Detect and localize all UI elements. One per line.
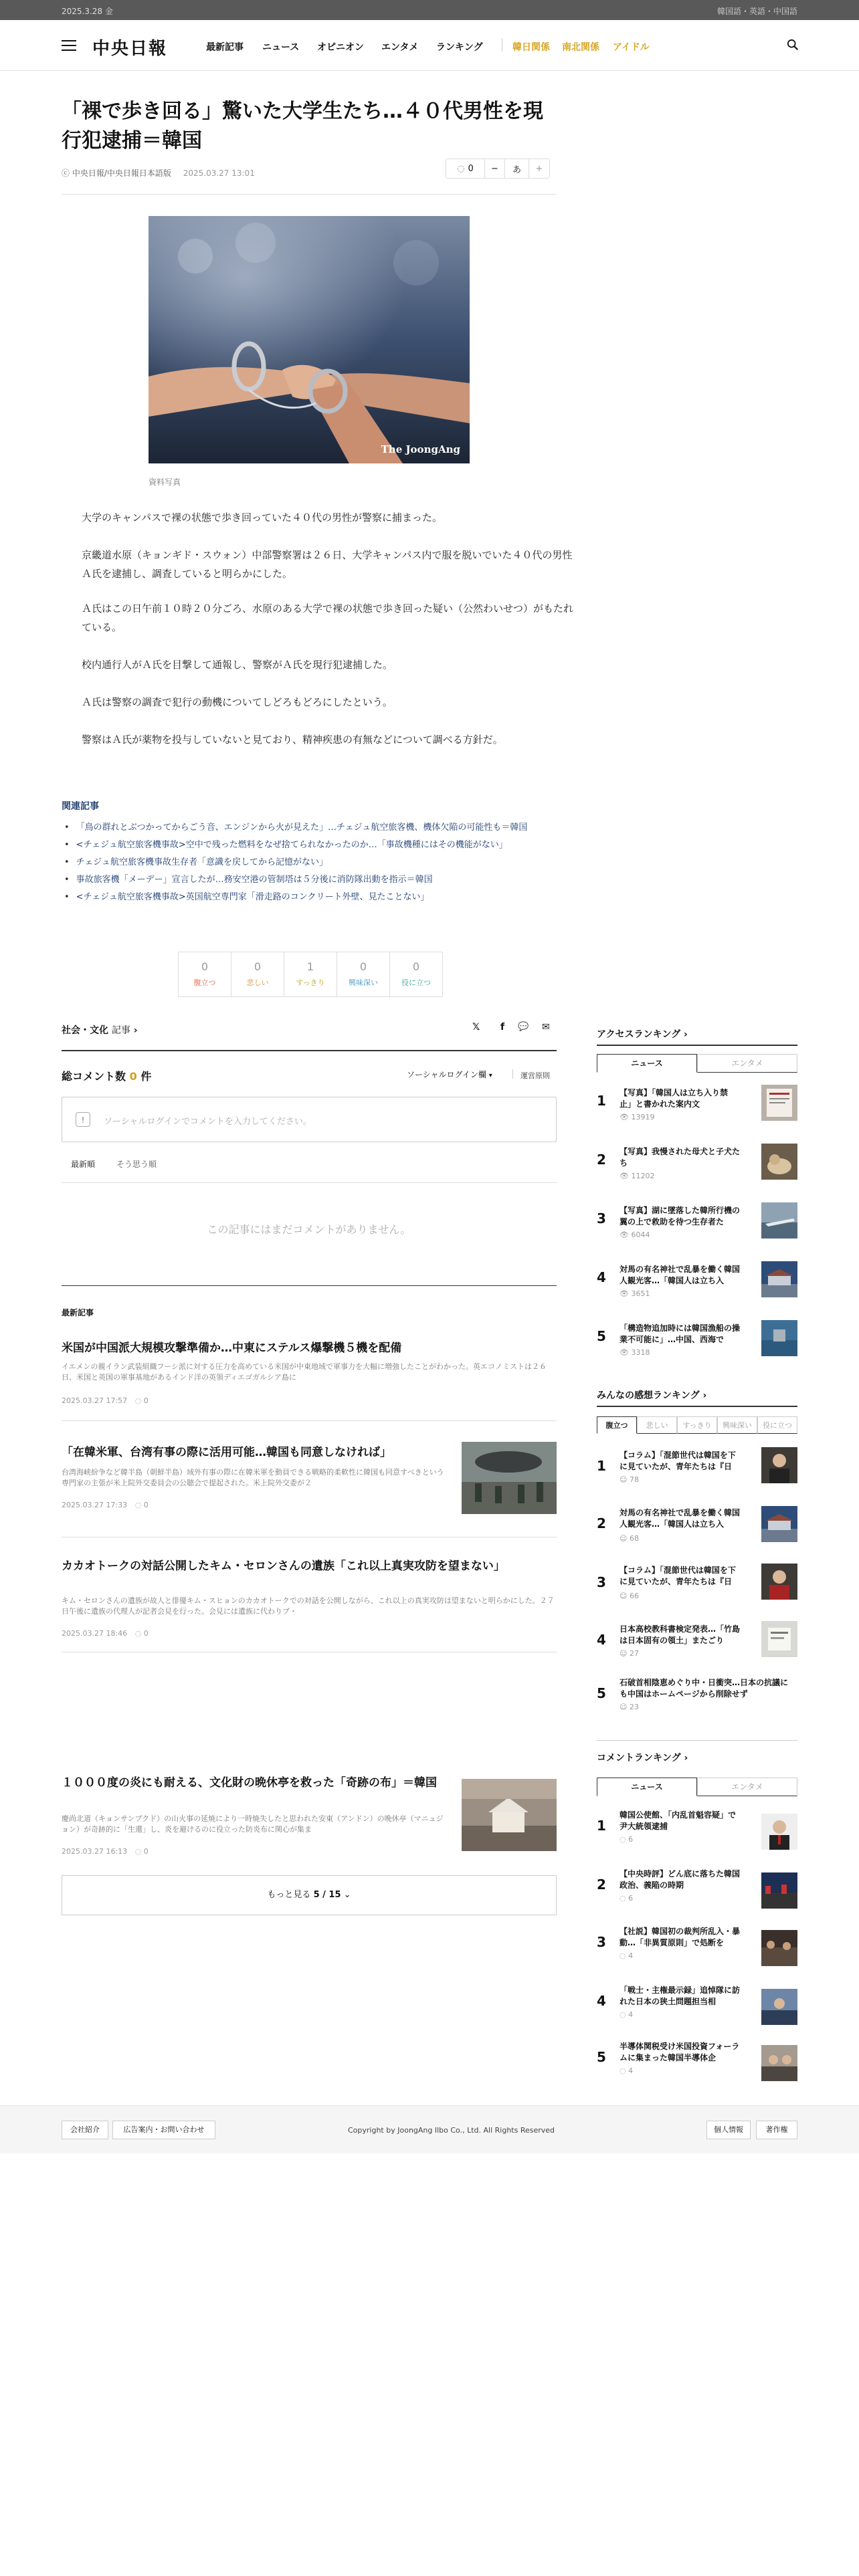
rank-thumbnail[interactable] — [761, 1447, 797, 1483]
rank-thumbnail[interactable] — [761, 1564, 797, 1600]
copyright-icon: ⓒ — [62, 169, 70, 178]
rank-number: 1 — [597, 1093, 606, 1109]
section-divider — [62, 1050, 557, 1051]
rank-number: 3 — [597, 1934, 606, 1950]
related-article-link[interactable]: • <チェジュ航空旅客機事故>空中で残った燃料をなぜ捨てられなかったのか…「事故機種にはその機能がない」 — [64, 837, 508, 850]
reaction-count: 0 — [359, 960, 367, 973]
rank-article-title[interactable]: 石破首相陰恵めぐり中・日衝突…日本の抗議にも中国はホームページから削除せず — [619, 1678, 789, 1699]
access-ranking-tabs — [597, 1054, 797, 1073]
shrine-thumbnail-image — [761, 1261, 797, 1297]
nav-item-korea-japan[interactable]: 韓日関係 — [512, 42, 550, 53]
latest-article-thumbnail[interactable] — [462, 1442, 557, 1514]
latest-articles-heading: 最新記事 — [62, 1308, 94, 1317]
search-icon[interactable] — [787, 39, 799, 51]
article-paragraph: 京畿道水原（キョンギド・スウォン）中部警察署は２６日、大学キャンパス内で服を脱いでいた４０代の男性Ａ氏を逮捕し、調査していると明らかにした。 — [82, 549, 573, 580]
photo-caption: 資料写真 — [149, 477, 181, 487]
comment-count-button[interactable] — [446, 159, 485, 178]
ranking-divider — [597, 1045, 797, 1046]
tab-entertainment[interactable]: エンタメ — [697, 1054, 797, 1073]
reaction-useful-button[interactable] — [390, 952, 442, 996]
view-count: 6044 — [631, 1230, 650, 1239]
facebook-share-icon[interactable]: f — [500, 1022, 505, 1033]
rank-thumbnail[interactable] — [761, 1085, 797, 1121]
rank-number: 1 — [597, 1458, 606, 1474]
reaction-count: 0 — [201, 960, 209, 973]
eye-icon: 👁 — [619, 1289, 629, 1298]
hamburger-menu-icon[interactable] — [62, 40, 76, 51]
rank-article-title[interactable]: 【コラム】「混節世代は韓国を下に見ていたが、青年たちは『日 — [619, 1566, 736, 1586]
rank-views — [619, 2010, 633, 2019]
reaction-icon: ☺ — [619, 1592, 628, 1600]
comment-total-unit: 件 — [140, 1070, 152, 1083]
rank-views — [619, 1592, 639, 1600]
rank-number: 2 — [597, 1876, 606, 1893]
reaction-sad-button[interactable] — [231, 952, 284, 996]
comment-total-count: 0 — [129, 1070, 137, 1083]
view-count: 3651 — [631, 1289, 650, 1298]
rank-thumbnail[interactable] — [761, 1144, 797, 1180]
latest-article-title[interactable]: カカオトークの対話公開したキム・セロンさんの遺族「これ以上真実攻防を望まない」 — [62, 1560, 505, 1573]
handcuffs-photo-illustration — [149, 216, 470, 463]
tab-news[interactable]: ニュース — [597, 1054, 697, 1073]
social-login-toggle[interactable] — [407, 1069, 492, 1080]
rank-article-title[interactable]: 韓国公使館、「内乱首魁容疑」で尹大統領逮捕 — [619, 1810, 737, 1831]
article-date: 2025.03.27 17:57 — [62, 1396, 128, 1405]
plane-thumbnail-image — [761, 1202, 797, 1239]
rank-thumbnail[interactable] — [761, 1930, 797, 1966]
sea-structure-thumbnail-image — [761, 1320, 797, 1356]
line-share-icon[interactable]: 💬 — [518, 1022, 529, 1032]
article-paragraph: 大学のキャンパスで裸の状態で歩き回っていた４０代の男性が警察に捕まった。 — [82, 512, 442, 524]
comment-ranking-heading[interactable] — [597, 1751, 688, 1764]
comment-icon: ◌ — [134, 1629, 142, 1638]
reaction-count: 23 — [629, 1703, 639, 1711]
reaction-count: 0 — [254, 960, 262, 973]
nav-item-entertainment[interactable]: エンタメ — [381, 42, 419, 53]
rank-thumbnail[interactable] — [761, 2045, 797, 2081]
top-utility-bar — [0, 0, 859, 20]
rank-views — [619, 1835, 633, 1844]
view-count: 3318 — [631, 1348, 650, 1357]
rank-thumbnail[interactable] — [761, 1621, 797, 1657]
copyright-text: Copyright by JoongAng Ilbo Co., Ltd. All Rights Reserved — [348, 2126, 555, 2135]
comment-count: 0 — [143, 1629, 149, 1638]
sort-newest-tab[interactable]: 最新順 — [71, 1160, 96, 1169]
footer-copyright-link[interactable]: 著作権 — [756, 2121, 797, 2139]
access-ranking-heading[interactable] — [597, 1027, 688, 1041]
rank-views — [619, 2066, 633, 2075]
rank-article-title[interactable]: 日本高校教科書検定発表…「竹島は日本固有の領土」またごり — [619, 1624, 740, 1645]
nav-item-news[interactable]: ニュース — [262, 42, 300, 53]
rank-number: 5 — [597, 2049, 606, 2065]
latest-article-thumbnail[interactable] — [462, 1779, 557, 1851]
latest-article-summary: 台湾海峡紛争など韓半島（朝鮮半島）域外有事の際に在韓米軍を動員できる戦略的柔軟性に韓国も同意すべきという専門家の主張が米上院外交委員会の公聴会で提起された。米上院外交委が２ — [62, 1468, 444, 1487]
comment-input[interactable] — [62, 1097, 557, 1142]
minus-icon: − — [491, 163, 498, 174]
comment-count: 6 — [628, 1894, 634, 1903]
reaction-icon: ☺ — [619, 1703, 628, 1711]
related-article-link[interactable]: • 事故旅客機「メーデー」宣言したが…務安空港の管制塔は５分後に消防隊出動を指示＝韓国 — [64, 872, 433, 885]
rank-article-title[interactable]: 【中央時評】どん底に落ちた韓国政治、義陥の時期 — [619, 1869, 740, 1890]
font-increase-button[interactable] — [529, 159, 549, 178]
reaction-count: 0 — [412, 960, 420, 973]
dogs-thumbnail-image — [761, 1144, 797, 1180]
rank-thumbnail[interactable] — [761, 1872, 797, 1909]
comment-count: 4 — [628, 2010, 634, 2019]
rank-views — [619, 1534, 639, 1543]
load-more-label: もっと見る — [267, 1890, 311, 1900]
tab-interesting[interactable]: 興味深い — [717, 1416, 757, 1434]
latest-article-summary: イエメンの親イラン武装組織フーシ派に対する圧力を高めている米国が中東地域で軍事力を大幅に増強したことがわかった。英エコノミストは２６日、米国と英国の軍事基地があるインド洋の英領ディエゴガルシア島に — [62, 1362, 547, 1382]
rank-article-title[interactable]: 半導体関税受け米国投資フォーラムに集まった韓国半導体企 — [619, 2042, 740, 2062]
rank-number: 4 — [597, 1993, 606, 2009]
rank-number: 4 — [597, 1269, 606, 1285]
related-article-link[interactable]: • チェジュ航空旅客機事故生存者「意識を戻してから記憶がない」 — [64, 855, 328, 867]
latest-article-meta — [62, 1396, 149, 1405]
row-divider — [62, 1420, 557, 1421]
notice-thumbnail-image — [761, 1085, 797, 1121]
rank-article-title[interactable]: 対馬の有名神社で乱暴を働く韓国人観光客…「韓国人は立ち入 — [619, 1265, 740, 1285]
rank-thumbnail[interactable] — [761, 1261, 797, 1297]
person-thumbnail-image — [761, 1447, 797, 1483]
nav-item-idol[interactable]: アイドル — [613, 42, 650, 53]
chevron-right-icon: › — [684, 1753, 688, 1763]
rank-views — [619, 1649, 639, 1658]
rank-article-title[interactable]: 【写真】湖に墜落した韓所行機の翼の上で救助を待つ生存者た — [619, 1206, 740, 1226]
article-source: 中央日報/中央日報日本語版 — [72, 169, 171, 178]
tab-sad[interactable]: 悲しい — [637, 1416, 677, 1434]
tab-angry[interactable]: 腹立つ — [597, 1416, 637, 1434]
rank-article-title[interactable]: 【写真】我慢された母犬と子犬たち — [619, 1147, 740, 1168]
eye-icon: 👁 — [619, 1230, 629, 1239]
rank-views — [619, 1475, 639, 1484]
comment-icon: ◌ — [619, 1835, 626, 1844]
reaction-count: 78 — [629, 1475, 639, 1484]
reaction-count: 68 — [629, 1534, 639, 1543]
no-comments-message: この記事にはまだコメントがありません。 — [207, 1223, 411, 1236]
textbook-thumbnail-image — [761, 1621, 797, 1657]
rank-number: 3 — [597, 1574, 606, 1590]
comment-icon: ◌ — [619, 2010, 626, 2019]
section-link[interactable] — [62, 1023, 138, 1037]
article-date: 2025.03.27 13:01 — [183, 169, 255, 178]
x-share-icon[interactable]: 𝕏 — [472, 1022, 480, 1033]
email-share-icon[interactable]: ✉ — [542, 1022, 550, 1033]
comment-icon: ◌ — [134, 1501, 142, 1509]
rank-number: 1 — [597, 1818, 606, 1834]
comment-icon: ◌ — [134, 1396, 142, 1405]
load-more-button[interactable] — [62, 1875, 557, 1915]
rank-article-title[interactable]: 【コラム】「混節世代は韓国を下に見ていたが、青年たちは『日 — [619, 1451, 736, 1471]
comment-icon: ◌ — [619, 1894, 626, 1903]
comment-icon: ◌ — [457, 163, 465, 174]
emotion-ranking-title: みんなの感想ランキング — [597, 1390, 700, 1401]
article-paragraph: 校内通行人がＡ氏を目撃して通報し、警察がＡ氏を現行犯逮捕した。 — [82, 659, 393, 671]
rank-views — [619, 1703, 639, 1711]
latest-article-title[interactable]: 「在韓米軍、台湾有事の際に活用可能…韓国も同意しなければ」 — [62, 1446, 391, 1459]
reaction-label: すっきり — [296, 978, 325, 987]
chevron-down-icon: ⌄ — [343, 1890, 351, 1900]
section-category: 社会・文化 — [62, 1025, 108, 1036]
plus-icon: + — [535, 163, 543, 174]
latest-article-meta — [62, 1847, 149, 1856]
rank-number: 5 — [597, 1328, 606, 1344]
rank-number: 5 — [597, 1685, 606, 1701]
article-tools — [446, 158, 550, 179]
sort-agree-tab[interactable]: そう思う順 — [116, 1160, 157, 1169]
pavilion-thumbnail-image — [462, 1779, 557, 1851]
latest-article-title[interactable]: 米国が中国派大規模攻撃準備か…中東にステルス爆撃機５機を配備 — [62, 1341, 402, 1355]
soldiers-thumbnail-image — [462, 1442, 557, 1514]
comment-total — [62, 1068, 151, 1083]
rank-article-title[interactable]: 【写真】「韓国人は立ち入り禁止」と書かれた案内文 — [619, 1088, 729, 1109]
article-byline — [62, 167, 255, 179]
person-thumbnail-image — [761, 1564, 797, 1600]
rank-thumbnail[interactable] — [761, 1814, 797, 1850]
reaction-refreshing-button[interactable] — [284, 952, 337, 996]
riot-thumbnail-image — [761, 1930, 797, 1966]
related-article-link[interactable]: • <チェジュ航空旅客機事故>英国航空専門家「滑走路のコンクリート外壁、見たことない」 — [64, 889, 430, 902]
reaction-icon: ☺ — [619, 1649, 628, 1658]
font-size-label: あ — [505, 159, 529, 178]
rank-article-title[interactable]: 対馬の有名神社で乱暴を働く韓国人観光客…「韓国人は立ち入 — [619, 1508, 740, 1529]
access-ranking-title: アクセスランキング — [597, 1029, 681, 1040]
latest-article-meta — [62, 1501, 149, 1509]
emotion-ranking-tabs — [597, 1416, 797, 1434]
site-logo[interactable]: 中央日報 — [92, 39, 168, 59]
divider — [512, 1069, 513, 1079]
rank-thumbnail[interactable] — [761, 1320, 797, 1356]
comment-ranking-tabs — [597, 1778, 797, 1796]
rank-article-title[interactable]: 【社説】韓国初の裁判所乱入・暴動…「非異質原則」で処断を — [619, 1927, 740, 1947]
footer-ad-contact-link[interactable]: 広告案内・お問い合わせ — [112, 2121, 215, 2139]
font-decrease-button[interactable] — [485, 159, 505, 178]
latest-article-title[interactable]: １０００度の炎にも耐える、文化財の晩休亭を救った「奇跡の布」＝韓国 — [62, 1776, 437, 1790]
rank-views — [619, 1951, 633, 1960]
ranking-divider — [597, 1406, 797, 1407]
reaction-icon: ☺ — [619, 1475, 628, 1484]
language-links[interactable]: 韓国語・英語・中国語 — [717, 7, 797, 16]
load-more-page: 5 / 15 — [313, 1890, 341, 1900]
reaction-interesting-button[interactable] — [337, 952, 390, 996]
article-paragraph: Ａ氏はこの日午前１０時２０分ごろ、水原のある大学で裸の状態で歩き回った疑い（公然わいせつ）がもたれている。 — [82, 603, 574, 633]
related-article-link[interactable]: • 「鳥の群れとぶつかってからごう音、エンジンから火が見えた」…チェジュ航空旅客機、機体欠陥の可能性も＝韓国 — [64, 820, 527, 833]
header-divider — [62, 194, 557, 195]
view-count: 11202 — [631, 1172, 655, 1180]
reaction-icon: ☺ — [619, 1534, 628, 1543]
related-articles-heading: 関連記事 — [62, 801, 99, 812]
article-paragraph: 警察はＡ氏が薬物を投与していないと見ており、精神疾患の有無などについて調べる方針だ。 — [82, 734, 503, 746]
rank-article-title[interactable]: 「戦士・主権最示録」追悼隊に訪れた日本の狭土問題担当相 — [619, 1985, 740, 2006]
comment-count: 0 — [143, 1501, 149, 1509]
comment-count: 0 — [143, 1847, 149, 1856]
article-title: 「裸で歩き回る」驚いた大学生たち…４０代男性を現行犯逮捕＝韓国 — [62, 100, 543, 152]
article-photo — [149, 216, 470, 463]
rank-number: 4 — [597, 1632, 606, 1648]
footer-company-link[interactable]: 会社紹介 — [62, 2121, 108, 2139]
latest-article-summary: 慶尚北道（キョンサンブクド）の山火事の延焼により一時焼失したと思われた安東（アンドン）の晩休亭（マニュジョン）が奇跡的に「生還」し、炎を避けるのに役立った防炎布に関心が集ま — [62, 1814, 444, 1834]
comment-total-label: 総コメント数 — [62, 1070, 126, 1083]
article-paragraph: Ａ氏は警察の調査で犯行の動機についてしどろもどろにしたという。 — [82, 696, 393, 708]
comment-policy-link[interactable]: 運営原則 — [520, 1071, 550, 1080]
photo-watermark: The JoongAng — [381, 443, 460, 455]
comment-count: 6 — [628, 1835, 634, 1844]
comment-count: 4 — [628, 1951, 634, 1960]
chevron-down-icon: ▾ — [488, 1072, 492, 1079]
comment-ranking-title: コメントランキング — [597, 1753, 681, 1763]
rank-thumbnail[interactable] — [761, 1202, 797, 1239]
latest-article-meta — [62, 1629, 149, 1638]
reaction-count: 27 — [629, 1649, 639, 1658]
ceremony-thumbnail-image — [761, 1989, 797, 2025]
article-date: 2025.03.27 18:46 — [62, 1629, 128, 1638]
emotion-ranking-heading[interactable] — [597, 1388, 706, 1402]
tab-refreshing[interactable]: すっきり — [677, 1416, 717, 1434]
tab-useful[interactable]: 役に立つ — [757, 1416, 797, 1434]
section-suffix: 記事 — [111, 1025, 130, 1036]
rank-thumbnail[interactable] — [761, 1989, 797, 2025]
rank-views — [619, 1172, 654, 1180]
chevron-right-icon: › — [133, 1025, 138, 1036]
reaction-count: 1 — [306, 960, 314, 973]
comment-divider — [62, 1182, 557, 1183]
shrine-thumbnail-image — [761, 1506, 797, 1542]
rank-views — [619, 1113, 654, 1121]
comment-count: 0 — [468, 163, 474, 174]
tab-news[interactable]: ニュース — [597, 1778, 697, 1796]
forum-thumbnail-image — [761, 2045, 797, 2081]
tab-entertainment[interactable]: エンタメ — [697, 1778, 797, 1796]
crowd-thumbnail-image — [761, 1872, 797, 1909]
chevron-right-icon: › — [684, 1029, 688, 1040]
chevron-right-icon: › — [702, 1390, 707, 1401]
article-date: 2025.03.27 16:13 — [62, 1847, 128, 1856]
rank-views — [619, 1348, 650, 1357]
article-date: 2025.03.27 17:33 — [62, 1501, 128, 1509]
person-thumbnail-image — [761, 1814, 797, 1850]
rank-number: 2 — [597, 1515, 606, 1531]
eye-icon: 👁 — [619, 1172, 629, 1180]
comment-icon: ◌ — [619, 1951, 626, 1960]
eye-icon: 👁 — [619, 1348, 629, 1357]
comment-placeholder: ソーシャルログインでコメントを入力してください。 — [104, 1117, 312, 1127]
comment-icon: ◌ — [134, 1847, 142, 1856]
rank-views — [619, 1894, 633, 1903]
reaction-label: 役に立つ — [401, 978, 431, 987]
site-footer — [0, 2105, 859, 2153]
rank-article-title[interactable]: 「構造物追加時には韓国漁船の操業不可能に」…中国、西海で — [619, 1323, 740, 1344]
comments-end-divider — [62, 1285, 557, 1286]
ranking-divider — [597, 1740, 797, 1741]
reaction-angry-button[interactable] — [179, 952, 231, 996]
rank-views — [619, 1230, 650, 1239]
nav-item-north-south[interactable]: 南北関係 — [562, 42, 599, 53]
comment-icon: ◌ — [619, 2066, 626, 2075]
nav-item-latest[interactable]: 最新記事 — [206, 42, 244, 53]
footer-privacy-link[interactable]: 個人情報 — [706, 2121, 751, 2139]
social-login-label: ソーシャルログイン欄 — [407, 1070, 486, 1079]
current-date: 2025.3.28 金 — [62, 7, 113, 16]
view-count: 13919 — [631, 1113, 655, 1121]
rank-number: 2 — [597, 1152, 606, 1168]
comment-count: 0 — [143, 1396, 149, 1405]
reaction-label: 腹立つ — [193, 978, 216, 987]
reaction-count: 66 — [629, 1592, 639, 1600]
rank-thumbnail[interactable] — [761, 1506, 797, 1542]
latest-article-summary: キム・セロンさんの遺族が故人と俳優キム・スヒョンのカカオトークでの対話を公開しながら、これ以上の真実攻防は望まないと明らかにした。２７日午後に遺族の代理人が記者会見を行った。会見には遺族に代わりブ・ — [62, 1596, 555, 1616]
info-icon: ! — [76, 1112, 90, 1127]
rank-views — [619, 1289, 650, 1298]
nav-item-ranking[interactable]: ランキング — [436, 42, 483, 53]
reaction-bar — [178, 952, 443, 997]
comment-count: 4 — [628, 2066, 634, 2075]
main-nav — [0, 20, 859, 71]
rank-number: 3 — [597, 1210, 606, 1226]
reaction-label: 悲しい — [246, 978, 269, 987]
eye-icon: 👁 — [619, 1113, 629, 1121]
nav-item-opinion[interactable]: オピニオン — [317, 42, 364, 53]
reaction-label: 興味深い — [349, 978, 378, 987]
